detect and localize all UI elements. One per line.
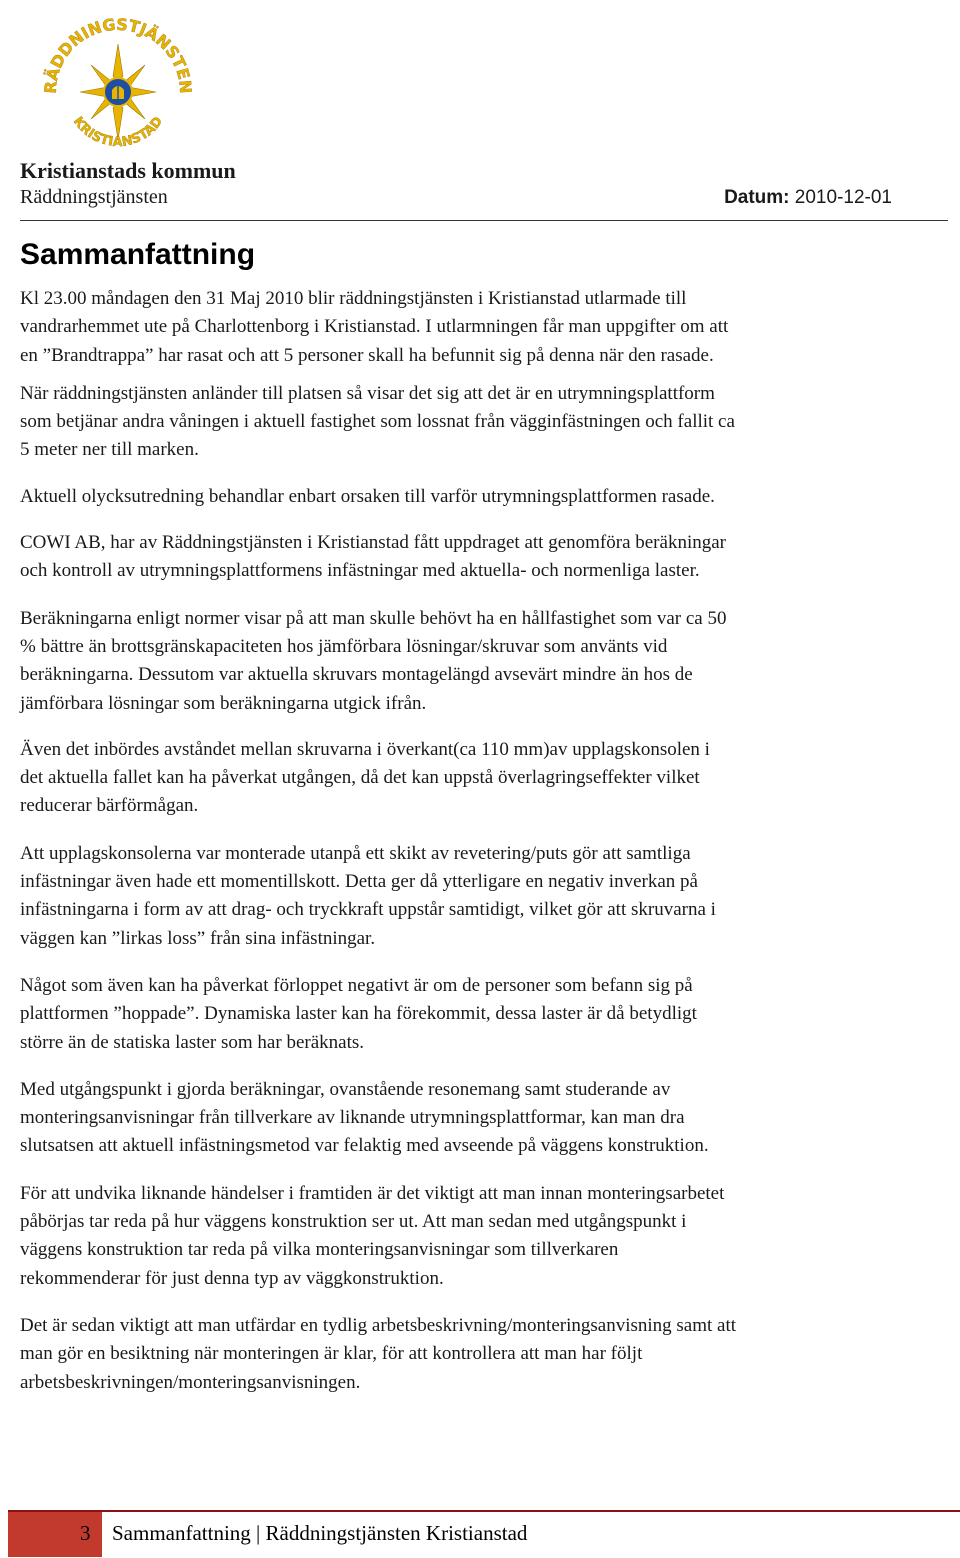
date-value: 2010-12-01: [794, 187, 892, 208]
paragraph-8: Något som även kan ha påverkat förloppet negativt är om de personer som befann sig på plattformen ”hoppade”. Dynamiska laster kan ha förekommit, dessa laster är då betydligt större än de statiska laster som har beräknats.: [20, 974, 697, 1053]
header-divider: [20, 220, 948, 221]
paragraph-6: Även det inbördes avståndet mellan skruvarna i överkant(ca 110 mm)av upplagskonsolen i det aktuella fallet kan ha påverkat utgången, då det kan uppstå överlagringseffekter vilket reducerar bärförmågan.: [20, 738, 710, 817]
paragraph-5: Beräkningarna enligt normer visar på att man skulle behövt ha en hållfastighet som var ca 50 % bättre än brottsgränskapaciteten hos jämförbara lösningar/skruvar som använts vid beräkningarna. Dessutom var aktuella skruvars montagelängd avsevärt mindre än hos de jämförbara lösningar som beräkningarna utgick ifrån.: [20, 607, 727, 714]
organization-name: Kristianstads kommun: [20, 158, 236, 183]
paragraph-4: COWI AB, har av Räddningstjänsten i Kristianstad fått uppdraget att genomföra beräkningar och kontroll av utrymningsplattformens infästningar med aktuella- och normenliga laster.: [20, 532, 726, 582]
paragraph-9: Med utgångspunkt i gjorda beräkningar, ovanstående resonemang samt studerande av monteringsanvisningar från tillverkare av liknande utrymningsplattformar, kan man dra slutsatsen att aktuell infästningsmetod var felaktig med avseende på väggens konstruktion.: [20, 1078, 709, 1157]
paragraph-2: När räddningstjänsten anländer till platsen så visar det sig att det är en utrymningsplattform som betjänar andra våningen i aktuell fastighet som lossnat från vägginfästningen och fallit ca 5 meter ner till marken.: [20, 382, 735, 461]
svg-text:KRISTIANSTAD: KRISTIANSTAD: [69, 114, 167, 151]
paragraph-11: Det är sedan viktigt att man utfärdar en tydlig arbetsbeskrivning/monteringsanvisning samt att man gör en besiktning när monteringen är klar, för att kontrollera att man har följt arbetsbeskrivningen/monteringsanvisningen.: [20, 1314, 737, 1393]
paragraph-3: Aktuell olycksutredning behandlar enbart orsaken till varför utrymningsplattformen rasade.: [20, 485, 715, 507]
document-body: [20, 285, 950, 1397]
department-name: Räddningstjänsten: [20, 186, 168, 208]
page-footer: [8, 1510, 960, 1557]
rescue-service-logo: [28, 4, 208, 154]
paragraph-7: Att upplagskonsolerna var monterade utanpå ett skikt av revetering/puts gör att samtliga infästningar även hade ett momentillskott. Detta ger då ytterligare en negativ inverkan på infästningarna i form av att drag- och tryckkraft uppstår samtidigt, vilket gör att skruvarna i väggen kan ”lirkas loss” från sina infästningar.: [20, 842, 716, 949]
paragraph-10: För att undvika liknande händelser i framtiden är det viktigt att man innan monteringsarbetet påbörjas tar reda på hur väggens konstruktion ser ut. Att man sedan med utgångspunkt i väggens konstruktion tar reda på vilka monteringsanvisningar som tillverkaren rekommenderar för just denna typ av väggkonstruktion.: [20, 1182, 725, 1289]
page-number-box: [8, 1512, 102, 1557]
page-title: Sammanfattning: [20, 238, 256, 271]
document-date: [724, 187, 892, 209]
date-label: Datum:: [724, 187, 790, 208]
svg-text:RÄDDNINGSTJÄNSTEN: RÄDDNINGSTJÄNSTEN: [40, 14, 196, 95]
footer-text: Sammanfattning | Räddningstjänsten Kristianstad: [112, 1521, 528, 1545]
paragraph-1: Kl 23.00 måndagen den 31 Maj 2010 blir räddningstjänsten i Kristianstad utlarmade till vandrarhemmet ute på Charlottenborg i Kristianstad. I utlarmningen får man uppgifter om att en ”Brandtrappa” har rasat och att 5 personer skall ha befunnit sig på denna när den rasade.: [20, 288, 729, 366]
page-number: 3: [80, 1521, 91, 1545]
